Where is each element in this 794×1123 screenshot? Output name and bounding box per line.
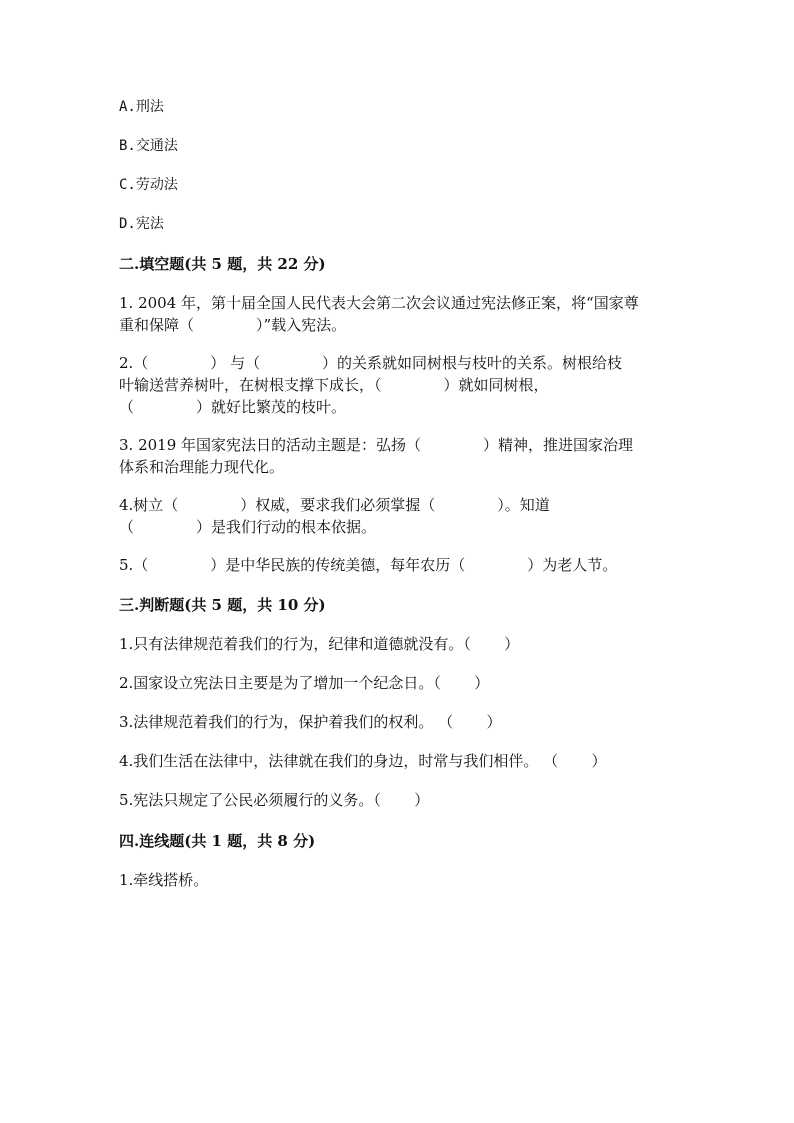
question-line: 1.牵线搭桥。 xyxy=(119,871,209,889)
section-heading-fill-blank: 二.填空题(共 5 题，共 22 分) xyxy=(119,255,326,273)
question-line: 1. 2004 年，第十届全国人民代表大会第二次会议通过宪法修正案，将“国家尊 xyxy=(119,294,639,312)
list-item: 2.国家设立宪法日主要是为了增加一个纪念日。（ ） xyxy=(119,674,490,692)
question-line: （ ）是我们行动的根本依据。 xyxy=(119,518,376,536)
list-item: 4.我们生活在法律中，法律就在我们的身边，时常与我们相伴。 （ ） xyxy=(119,752,607,770)
question-line: 重和保障（ ）”载入宪法。 xyxy=(119,316,347,334)
question-line: 4.树立（ ）权威，要求我们必须掌握（ ）。知道 xyxy=(119,496,550,514)
option-c: C.劳动法 xyxy=(119,177,178,193)
question-line: 2.（ ） 与（ ）的关系就如同树根与枝叶的关系。树根给枝 xyxy=(119,354,623,372)
option-a: A.刑法 xyxy=(119,99,164,115)
question-line: 5.（ ）是中华民族的传统美德，每年农历（ ）为老人节。 xyxy=(119,556,618,574)
question-line: 体系和治理能力现代化。 xyxy=(119,458,285,476)
list-item: 5.宪法只规定了公民必须履行的义务。（ ） xyxy=(119,791,430,809)
section-heading-true-false: 三.判断题(共 5 题，共 10 分) xyxy=(119,596,326,614)
option-b: B.交通法 xyxy=(119,138,178,154)
option-d: D.宪法 xyxy=(119,216,164,232)
question-line: （ ）就好比繁茂的枝叶。 xyxy=(119,398,346,416)
question-line: 3. 2019 年国家宪法日的活动主题是：弘扬（ ）精神，推进国家治理 xyxy=(119,436,634,454)
section-heading-matching: 四.连线题(共 1 题，共 8 分) xyxy=(119,832,316,850)
list-item: 1.只有法律规范着我们的行为，纪律和道德就没有。（ ） xyxy=(119,635,520,653)
list-item: 3.法律规范着我们的行为，保护着我们的权利。 （ ） xyxy=(119,713,502,731)
question-line: 叶输送营养树叶，在树根支撑下成长，（ ）就如同树根， xyxy=(119,376,549,394)
